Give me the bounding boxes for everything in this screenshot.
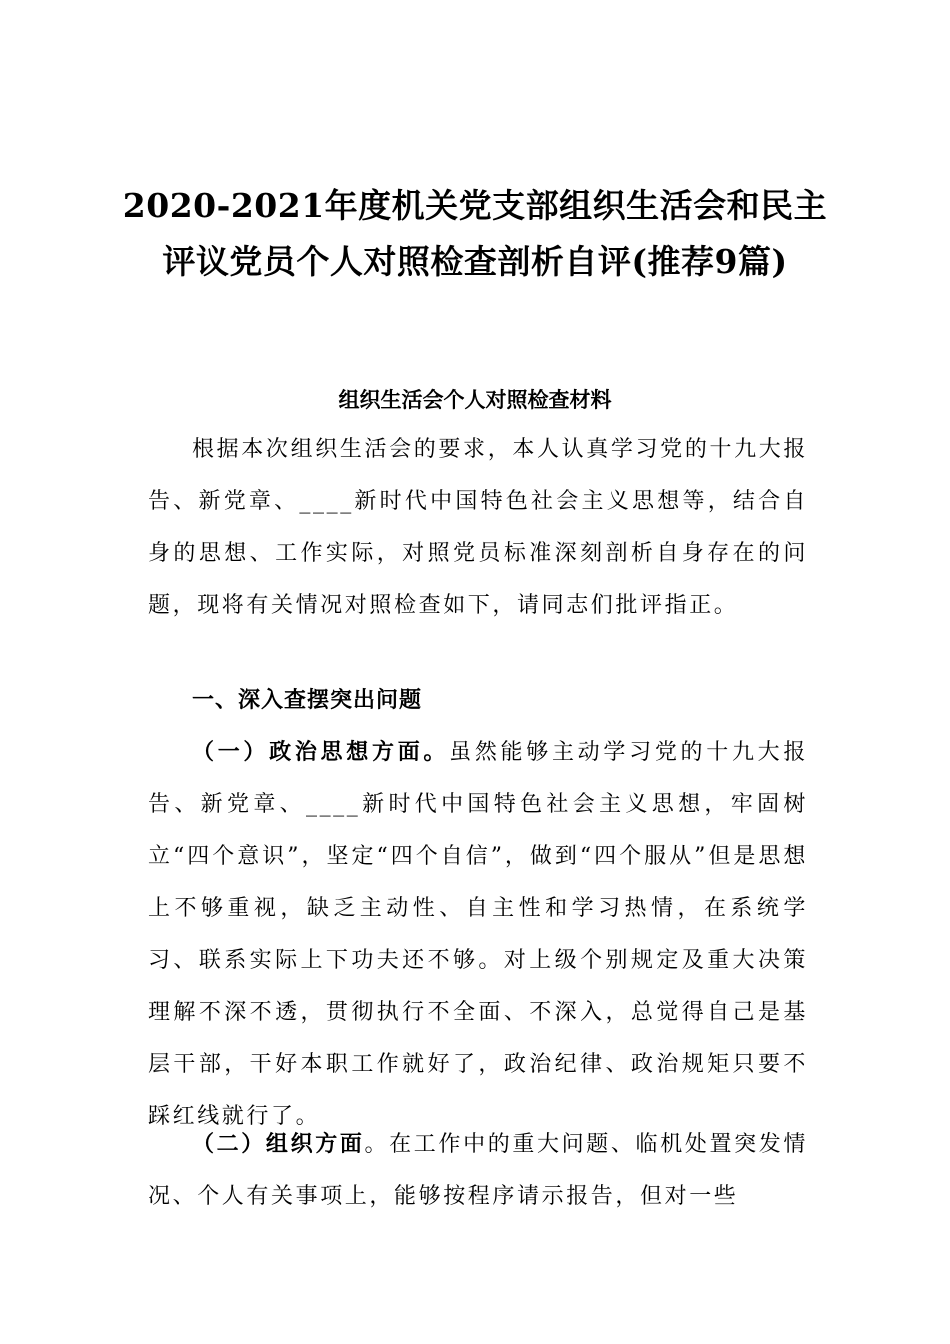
item-political-thought <box>148 726 808 1143</box>
item-organization-lead: （二）组织方面 <box>192 1131 365 1157</box>
item-political-thought-lead: （一）政治思想方面。 <box>192 739 450 765</box>
heading-level-1: 一、深入查摆突出问题 <box>192 687 423 713</box>
item-political-thought-text: 虽然能够主动学习党的十九大报告、新党章、____新时代中国特色社会主义思想，牢固树立“四个意识”，坚定“四个自信”，做到“四个服从”但是思想上不够重视，缺乏主动性、自主性和学习热情，在系统学习、联系实际上下功夫还不够。对上级个别规定及重大决策理解不深不透，贯彻执行不全面、不深入，总觉得自己是基层干部，干好本职工作就好了，政治纪律、政治规矩只要不踩红线就行了。 <box>148 740 808 1129</box>
section-heading: 组织生活会个人对照检查材料 <box>338 387 612 412</box>
item-organization-text: 。在工作中的重大问题、临机处置突发情况、个人有关事项上，能够按程序请示报告，但对一些 <box>148 1132 808 1209</box>
item-organization <box>148 1118 808 1223</box>
intro-paragraph: 根据本次组织生活会的要求，本人认真学习党的十九大报告、新党章、____新时代中国特色社会主义思想等，结合自身的思想、工作实际，对照党员标准深刻剖析自身存在的问题，现将有关情况对照检查如下，请同志们批评指正。 <box>148 437 808 618</box>
document-title: 2020-2021年度机关党支部组织生活会和民主评议党员个人对照检查剖析自评(推荐9篇) <box>122 186 828 281</box>
